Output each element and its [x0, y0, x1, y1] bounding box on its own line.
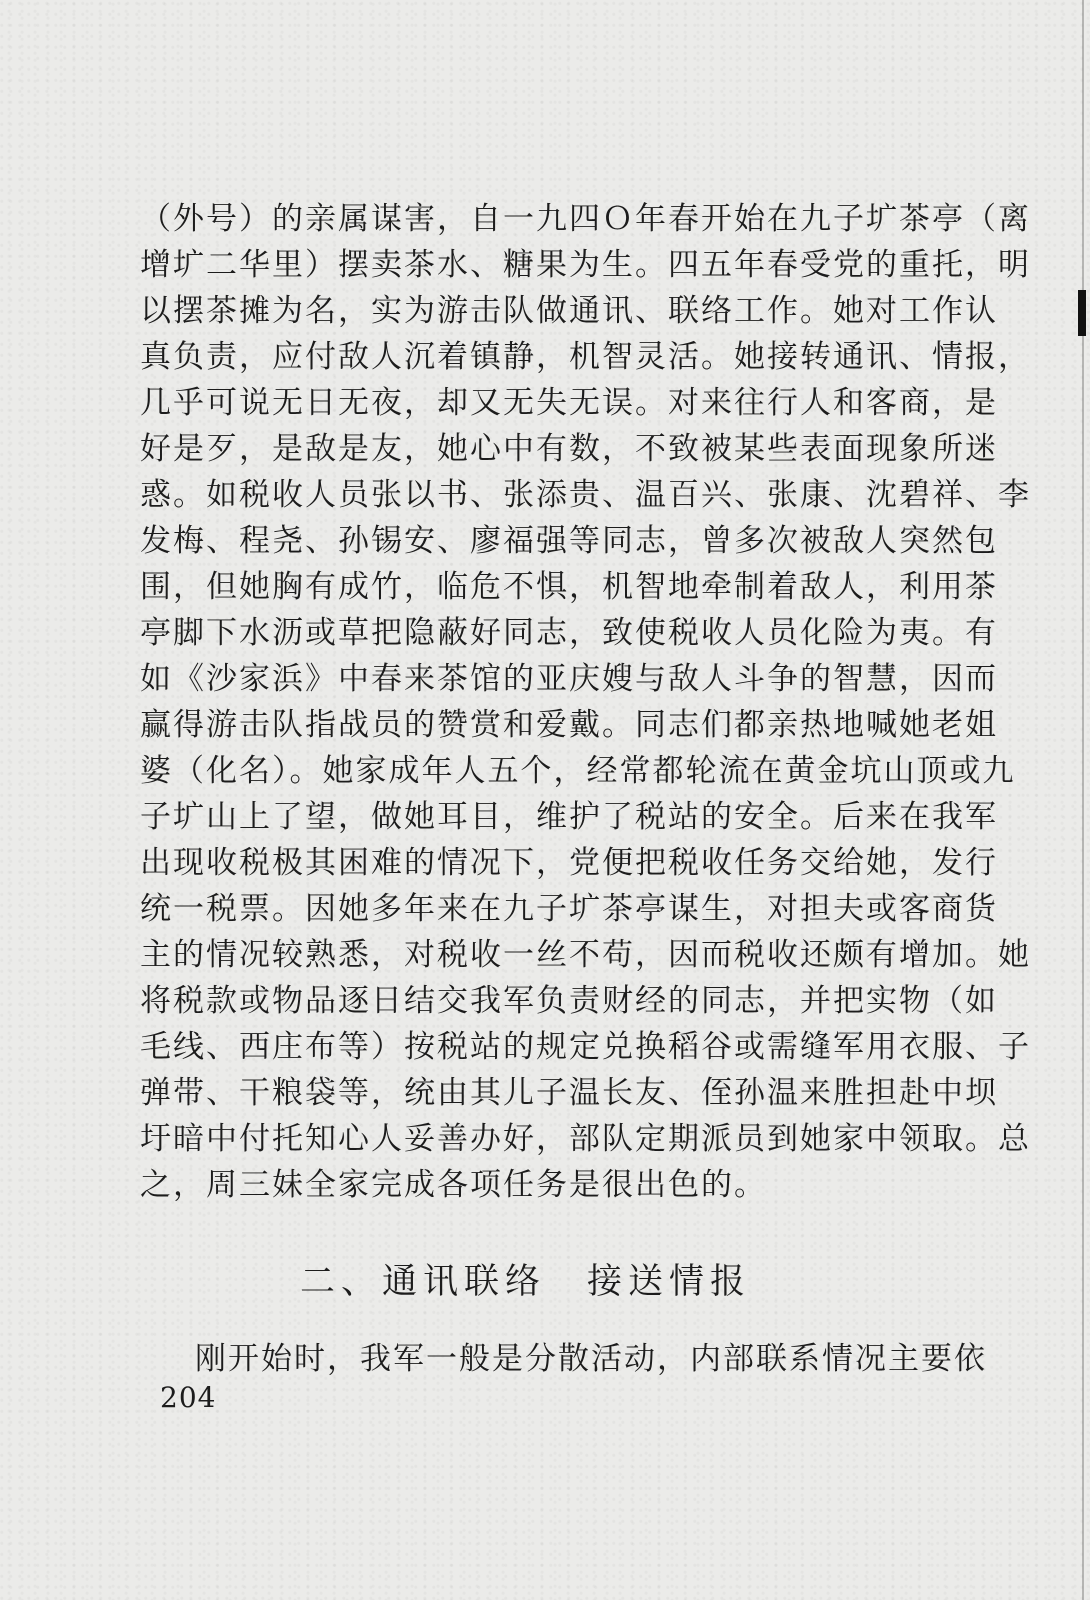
scan-edge-mark: [1078, 290, 1086, 336]
text-line: 将税款或物品逐日结交我军负责财经的同志，并把实物（如: [140, 983, 998, 1019]
section-heading: 二、通讯联络 接送情报: [300, 1262, 752, 1302]
text-line: 以摆茶摊为名，实为游击队做通讯、联络工作。她对工作认: [140, 293, 998, 329]
text-line: 出现收税极其困难的情况下，党便把税收任务交给她，发行: [140, 845, 998, 881]
text-line: 之，周三妹全家完成各项任务是很出色的。: [140, 1167, 767, 1203]
text-line: 惑。如税收人员张以书、张添贵、温百兴、张康、沈碧祥、李: [140, 477, 1031, 513]
text-line: 婆（化名）。她家成年人五个，经常都轮流在黄金坑山顶或九: [140, 753, 1016, 789]
text-line: 圩暗中付托知心人妥善办好，部队定期派员到她家中领取。总: [140, 1121, 1031, 1157]
body-paragraph: [140, 196, 1031, 1208]
text-line: 亭脚下水沥或草把隐蔽好同志，致使税收人员化险为夷。有: [140, 615, 998, 651]
text-line: 毛线、西庄布等）按税站的规定兑换稻谷或需缝军用衣服、子: [140, 1029, 1031, 1065]
text-line: 统一税票。因她多年来在九子圹茶亭谋生，对担夫或客商货: [140, 891, 998, 927]
text-line: （外号）的亲属谋害，自一九四Ｏ年春开始在九子圹茶亭（离: [140, 201, 1031, 237]
text-line: 好是歹，是敌是友，她心中有数，不致被某些表面现象所迷: [140, 431, 998, 467]
text-line: 子圹山上了望，做她耳目，维护了税站的安全。后来在我军: [140, 799, 998, 835]
text-line: 真负责，应付敌人沉着镇静，机智灵活。她接转通讯、情报，: [140, 339, 1031, 375]
text-line: 发梅、程尧、孙锡安、廖福强等同志，曾多次被敌人突然包: [140, 523, 998, 559]
text-line: 围，但她胸有成竹，临危不惧，机智地牵制着敌人，利用茶: [140, 569, 998, 605]
page-number: 204: [160, 1381, 217, 1414]
next-paragraph: [140, 1336, 987, 1382]
text-line: 主的情况较熟悉，对税收一丝不苟，因而税收还颇有增加。她: [140, 937, 1031, 973]
text-line: 如《沙家浜》中春来茶馆的亚庆嫂与敌人斗争的智慧，因而: [140, 661, 998, 697]
scan-edge-line: [1082, 0, 1084, 1600]
text-line: 几乎可说无日无夜，却又无失无误。对来往行人和客商，是: [140, 385, 998, 421]
text-line: 弹带、干粮袋等，统由其儿子温长友、侄孙温来胜担赴中坝: [140, 1075, 998, 1111]
text-line: 刚开始时，我军一般是分散活动，内部联系情况主要依: [195, 1341, 987, 1377]
text-line: 增圹二华里）摆卖茶水、糖果为生。四五年春受党的重托，明: [140, 247, 1031, 283]
text-line: 赢得游击队指战员的赞赏和爱戴。同志们都亲热地喊她老姐: [140, 707, 998, 743]
